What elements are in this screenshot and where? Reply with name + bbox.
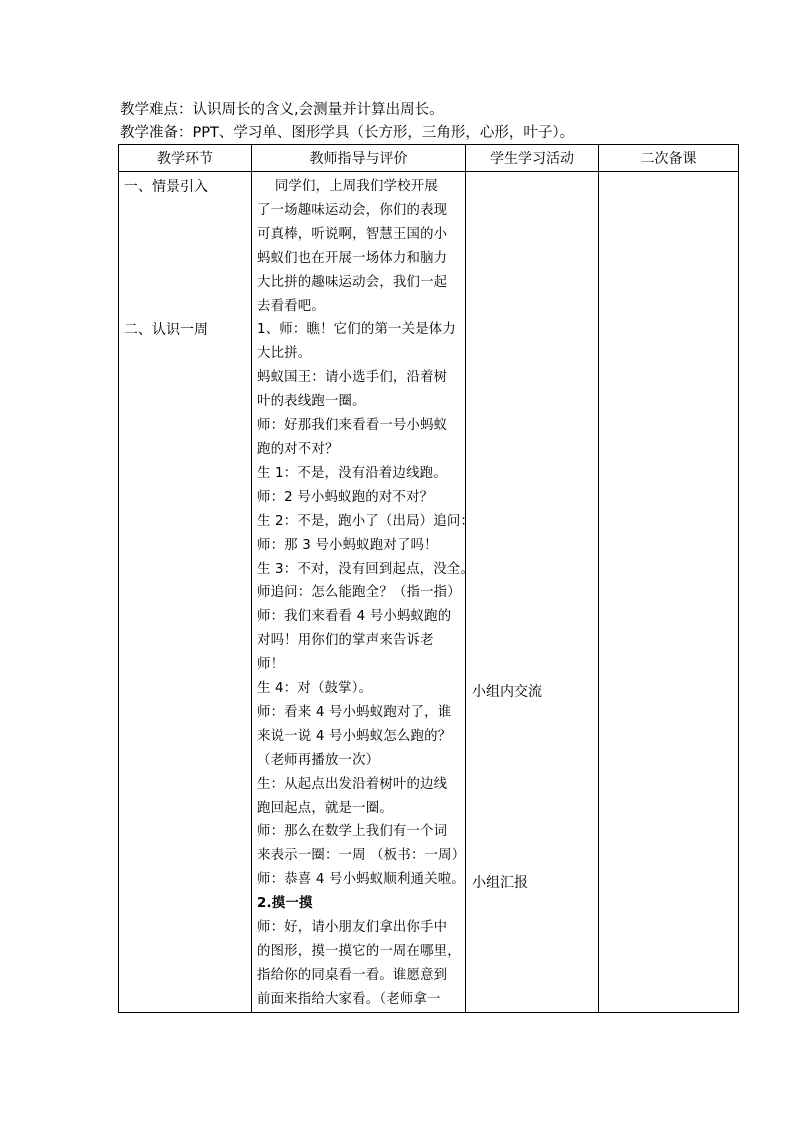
teacher-line: 来说一说 4 号小蚂蚁怎么跑的？ (257, 728, 452, 744)
teacher-line: 师：看来 4 号小蚂蚁跑对了，谁 (257, 704, 452, 720)
teacher-line: 生 4：对（鼓掌）。 (257, 681, 373, 697)
teacher-line: 生：从起点出发沿着树叶的边线 (257, 776, 448, 792)
teacher-line: 可真棒，听说啊，智慧王国的小 (257, 226, 448, 242)
teacher-guidance-cell (252, 172, 475, 1013)
teacher-line: 了一场趣味运动会，你们的表现 (257, 202, 448, 218)
stage-cell (119, 172, 252, 1013)
lesson-plan-table (118, 144, 739, 1013)
activity-group-discussion: 小组内交流 (472, 684, 542, 700)
teacher-line: 叶的表线跑一圈。 (257, 394, 366, 410)
teacher-line: 2.摸一摸 (257, 896, 313, 912)
teacher-line: 跑的对不对？ (257, 441, 339, 457)
teacher-line: 师：那 3 号小蚂蚁跑对了吗！ (257, 537, 438, 553)
teacher-line: 师：我们来看看 4 号小蚂蚁跑的 (257, 609, 452, 625)
header-student-activity: 学生学习活动 (466, 145, 599, 172)
teacher-line: 去看看吧。 (257, 298, 325, 314)
teacher-line: 的图形，摸一摸它的一周在哪里， (257, 944, 461, 959)
table-row (119, 172, 739, 1013)
teacher-line: 前面来指给大家看。（老师拿一 (257, 991, 441, 1007)
table-header-row (119, 145, 739, 172)
header-teacher-guidance: 教师指导与评价 (252, 145, 466, 172)
teacher-line: 指给你的同桌看一看。谁愿意到 (257, 967, 448, 983)
header-second-prep: 二次备课 (599, 145, 739, 172)
teaching-preparation: 教学准备：PPT、学习单、图形学具（长方形，三角形，心形，叶子）。 (120, 125, 575, 141)
teacher-line: 师：那么在数学上我们有一个词 (257, 824, 448, 840)
teaching-difficulty: 教学难点：认识周长的含义,会测量并计算出周长。 (120, 102, 444, 118)
teacher-line: 对吗！用你们的掌声来告诉老 (257, 633, 434, 649)
teacher-line: 大比拼。 (257, 346, 312, 362)
teacher-line: 师：恭喜 4 号小蚂蚁顺利通关啦。 (257, 872, 465, 888)
teacher-line: 生 3：不对，没有回到起点，没全。 (257, 561, 475, 577)
section-know-one-round: 二、认识一周 (124, 322, 208, 338)
student-activity-cell (466, 172, 599, 1013)
teacher-line: 跑回起点，就是一圈。 (257, 800, 393, 816)
teacher-line: 师：好，请小朋友们拿出你手中 (257, 920, 448, 936)
second-prep-cell (599, 172, 739, 1013)
teacher-line: 生 1：不是，没有沿着边线跑。 (257, 465, 447, 481)
teacher-line: 大比拼的趣味运动会，我们一起 (257, 274, 448, 290)
teacher-line: （老师再播放一次） (257, 752, 380, 768)
teacher-line: 师：好那我们来看看一号小蚂蚁 (257, 418, 448, 434)
teacher-line: 师！ (257, 657, 285, 673)
teacher-line: 来表示一圈：一周 （板书：一周） (257, 848, 466, 864)
teacher-line: 蚂蚁们也在开展一场体力和脑力 (257, 250, 448, 266)
teacher-line: 同学们，上周我们学校开展 (257, 179, 438, 194)
activity-group-report: 小组汇报 (472, 875, 528, 891)
teacher-line: 师：2 号小蚂蚁跑的对不对？ (257, 489, 434, 505)
teacher-line: 生 2：不是，跑小了（出局）追问： (257, 513, 475, 529)
header-teaching-stage: 教学环节 (119, 145, 252, 172)
teacher-line: 1、师：瞧！它们的第一关是体力 (257, 322, 456, 338)
section-situation-intro: 一、情景引入 (124, 179, 208, 195)
teacher-line: 师追问：怎么能跑全？（指一指） (257, 585, 461, 601)
teacher-guidance-text (257, 175, 475, 1012)
teacher-line: 蚂蚁国王：请小选手们，沿着树 (257, 370, 448, 386)
